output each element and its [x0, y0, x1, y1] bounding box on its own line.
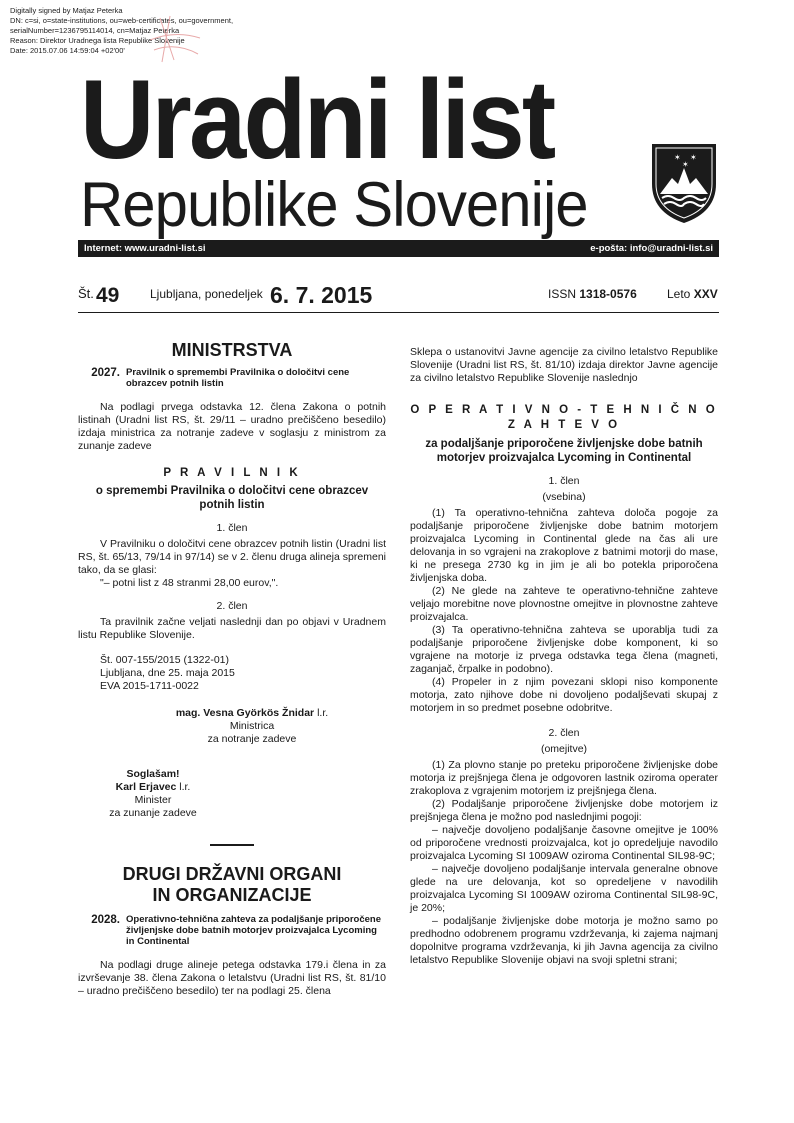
issn-value: 1318-0576	[579, 287, 637, 301]
consenter-role: Minister	[134, 794, 172, 806]
article-heading: 1. člen	[216, 522, 248, 534]
paragraph: V Pravilniku o določitvi cene obrazcev potnih listin (Uradni list RS, št. 65/13, 79/14 in 97/14) se v 2. členu druga alineja spremeni tako, da se glasi:	[78, 538, 386, 576]
right-column	[410, 346, 718, 967]
signatory-role: Ministrica	[229, 720, 275, 732]
signature-line: Reason: Direktor Uradnega lista Republike Slovenije	[10, 36, 185, 45]
paragraph: (4) Propeler in z njim povezani sklopi niso komponente motorja, zato njihove dobe ni dovoljeno podaljševati skupaj z motorjem in so predmet posebne odobritve.	[410, 676, 718, 714]
issue-number-label: Št.	[78, 286, 94, 301]
article-heading: 2. člen	[216, 600, 248, 612]
signatory-role: za notranje zadeve	[207, 733, 297, 745]
issn-label: ISSN	[548, 287, 577, 301]
website-link[interactable]: Internet: www.uradni-list.si	[84, 243, 206, 254]
issue-info	[78, 284, 719, 314]
signatory-name: mag. Vesna Györkös Žnidar	[175, 707, 315, 719]
signatory-lr: l.r.	[317, 707, 329, 719]
reference-date: Ljubljana, dne 25. maja 2015	[100, 667, 235, 679]
list-item: – največje dovoljeno podaljšanje časovne omejitve je 100% od priporočene vrednosti proizvajalca, kot jo opredeljuje navodilo proizvajalca Lycoming SI 1009AW oziroma Continental SIL98-9C;	[410, 824, 718, 862]
reference-number: Št. 007-155/2015 (1322-01)	[100, 654, 230, 666]
paragraph: (2) Ne glede na zahteve te operativno-tehnične zahteve veljajo morebitne nove plovnostne omejitve in plovnostne zahteve proizvajalca.	[410, 585, 718, 623]
paragraph: (1) Za plovno stanje po preteku priporočene življenjske dobe motorja iz prejšnjega člena je odgovoren lastnik oziroma operater zrakoplova z vgrajenim motorjem iz prejšnjega člena.	[410, 759, 718, 797]
volume-value: XXV	[693, 287, 718, 301]
consenter-role: za zunanje zadeve	[109, 807, 197, 819]
issue-number: 49	[96, 284, 120, 307]
document-heading: P R A V I L N I K	[163, 467, 301, 479]
masthead-banner	[78, 240, 719, 257]
signature-line: Date: 2015.07.06 14:59:04 +02'00'	[10, 46, 125, 55]
paragraph: (2) Podaljšanje priporočene življenjske dobe motorjem iz prejšnjega člena je možno pod naslednjimi pogoji:	[410, 798, 718, 823]
paragraph: (1) Ta operativno-tehnična zahteva določa pogoje za podaljšanje priporočene življenjske dobe batnim motorjem proizvajalca Lycoming in Continental glede na čas ali ure delovanja in so vgrajeni na zrakoplove z batnimi motorji do mase, ki ne presega 2730 kg in jim je ali bo potekla priporočena življenjska doba.	[410, 507, 718, 584]
paragraph: Na podlagi druge alineje petega odstavka 179.i člena in za izvrševanje 38. člena Zakona o letalstvu (Uradni list RS, št. 81/10 – uradno prečiščeno besedilo) ter na podlagi 25. člena	[78, 959, 386, 997]
entry-2028	[78, 914, 386, 947]
volume-year	[667, 287, 718, 301]
consent-label: Soglašam!	[126, 768, 180, 780]
header-rule	[78, 312, 719, 313]
paragraph: "– potni list z 48 stranmi 28,00 eurov,".	[100, 577, 279, 589]
email-link[interactable]: e-pošta: info@uradni-list.si	[590, 243, 713, 254]
paragraph: Na podlagi prvega odstavka 12. člena Zakona o potnih listinah (Uradni list RS, št. 29/11 – uradno prečiščeno besedilo) izdaja ministrica za notranje zadeve v soglasju z ministrom za zunanje zadeve	[78, 401, 386, 452]
list-item: – podaljšanje življenjske dobe motorja je možno samo po predhodno odobrenem programu vzdrževanja, ki zajema najmanj dopolnitve programa vzdrževanja, ki jih Javna agencija za civilno letalstvo Republike Slovenije objavi na svoji spletni strani;	[410, 915, 718, 966]
entry-title: Pravilnik o spremembi Pravilnika o določitvi cene obrazcev potnih listin	[126, 367, 350, 389]
svg-text:✶: ✶	[674, 153, 681, 162]
consenter-lr: l.r.	[179, 781, 191, 793]
signature-block	[118, 707, 386, 746]
consent-block	[78, 768, 228, 820]
left-column	[78, 340, 386, 998]
section-heading-line: IN ORGANIZACIJE	[152, 885, 312, 905]
article-subheading: (vsebina)	[542, 491, 586, 503]
coat-of-arms-icon	[650, 140, 718, 225]
entry-number: 2027.	[91, 367, 120, 379]
document-subheading: o spremembi Pravilnika o določitvi cene obrazcev potnih listin	[95, 485, 369, 511]
svg-text:✶: ✶	[690, 153, 697, 162]
article-heading: 2. člen	[548, 727, 580, 739]
entry-title: Operativno-tehnična zahteva za podaljšanje priporočene življenjske dobe batnih motorjev proizvajalca Lycoming in Continental	[126, 914, 381, 947]
issn	[548, 287, 637, 301]
volume-label: Leto	[667, 287, 691, 301]
section-heading-ministrstva: MINISTRSTVA	[171, 340, 293, 360]
section-divider	[210, 844, 254, 846]
entry-number: 2028.	[91, 914, 120, 926]
reference-eva: EVA 2015-1711-0022	[100, 680, 199, 692]
signature-line: serialNumber=1236795114014, cn=Matjaz Peterka	[10, 26, 180, 35]
document-heading: O P E R A T I V N O - T E H N I Č N O Z A H T E V O	[410, 404, 718, 431]
consenter-name: Karl Erjavec	[115, 781, 177, 793]
section-heading-line: DRUGI DRŽAVNI ORGANI	[122, 864, 342, 884]
section-heading-drugi-organi	[78, 864, 386, 906]
issue-city-day: Ljubljana, ponedeljek	[150, 287, 263, 301]
article-heading: 1. člen	[548, 475, 580, 487]
entry-2027	[78, 367, 386, 389]
issue-date: 6. 7. 2015	[270, 282, 373, 308]
paragraph: (3) Ta operativno-tehnična zahteva se uporablja tudi za podaljšanje priporočene življenjske dobe komponent, ki so vgrajene na motorje iz prvega odstavka tega člena (magneti, zaganjač, črpalke in podobno).	[410, 624, 718, 675]
signature-line: DN: c=si, o=state-institutions, ou=web-certificates, ou=government,	[10, 16, 234, 25]
masthead-subtitle: Republike Slovenije	[80, 170, 588, 240]
signature-line: Digitally signed by Matjaz Peterka	[10, 6, 123, 15]
article-subheading: (omejitve)	[540, 743, 588, 755]
list-item: – največje dovoljeno podaljšanje intervala generalne obnove glede na ure delovanja, kot so opredeljene v navodilih proizvajalca Lycoming SI 1009AW oziroma Continental SIL98-9C, je 20%;	[410, 863, 718, 914]
paragraph: Ta pravilnik začne veljati naslednji dan po objavi v Uradnem listu Republike Slovenije.	[78, 616, 386, 641]
document-subheading: za podaljšanje priporočene življenjske dobe batnih motorjev proizvajalca Lycoming in Continental	[425, 438, 703, 464]
paragraph: Sklepa o ustanovitvi Javne agencije za civilno letalstvo Republike Slovenije (Uradni list RS, št. 81/10) izdaja direktor Javne agencije za civilno letalstvo Republike Slovenije naslednjo	[410, 346, 718, 384]
reference-block	[100, 654, 386, 693]
svg-text:✶: ✶	[682, 160, 689, 169]
masthead-title: Uradni list	[80, 57, 554, 182]
